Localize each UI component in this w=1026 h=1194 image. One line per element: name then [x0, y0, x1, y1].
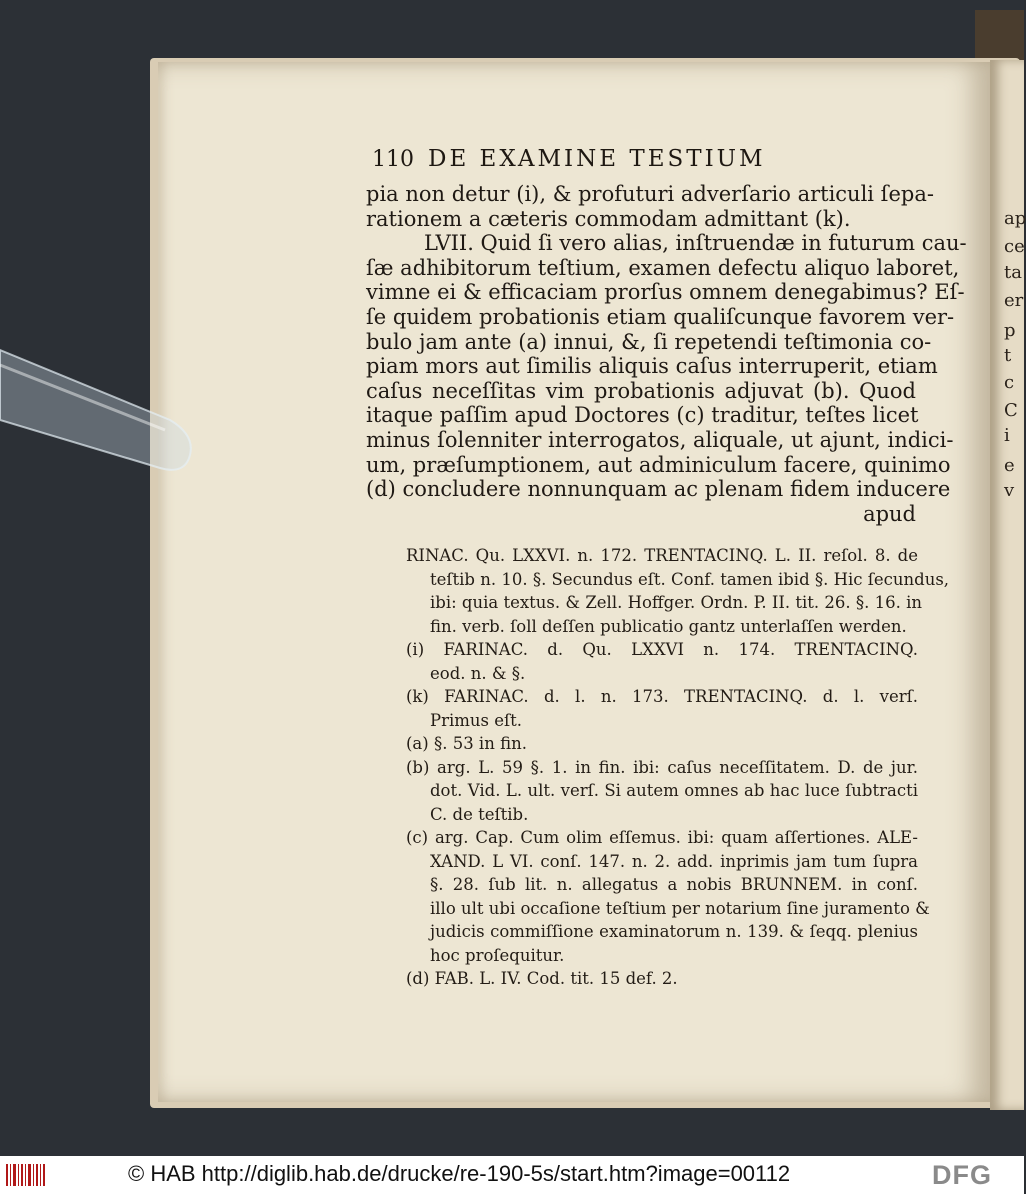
text-line: rationem a cæteris commodam admittant (k).	[366, 206, 851, 231]
text-line: um, præſumptionem, aut adminiculum facere, quinimo	[366, 452, 951, 477]
footnote-line: judicis commiſſione examinatorum n. 139. & ſeqq. plenius	[430, 922, 918, 941]
copyright-link[interactable]: © HAB http://diglib.hab.de/drucke/re-190-5s/start.htm?image=00112	[128, 1161, 791, 1186]
text-line: caſus neceſſitas vim probationis adjuvat (b). Quod	[366, 378, 916, 403]
torn-paper-corner	[975, 10, 1024, 60]
page-title: DE EXAMINE TESTIUM	[428, 146, 766, 172]
facing-page-fragment: C	[1004, 400, 1018, 421]
facing-page-fragment: ta	[1004, 262, 1022, 283]
footnote-line: C. de teſtib.	[430, 804, 529, 824]
facing-page-fragment: ap	[1004, 208, 1026, 229]
facing-page-fragment: p	[1004, 320, 1016, 341]
footnote-line: illo ult ubi occaſione teſtium per notarium ſine juramento &	[430, 898, 930, 918]
footnote-line: (k) FARINAC. d. l. n. 173. TRENTACINQ. d. l. verſ.	[406, 687, 918, 706]
footnote-continuation: RINAC. Qu. LXXVI. n. 172. TRENTACINQ. L. II. reſol. 8. de	[406, 546, 918, 565]
page-number: 110	[372, 147, 414, 172]
facing-page-fragment: c	[1004, 372, 1015, 393]
footer-bar	[0, 1156, 1024, 1194]
footnote-line: dot. Vid. L. ult. verſ. Si autem omnes ab hac luce ſubtracti	[430, 781, 918, 800]
footnote-line: §. 28. ſub lit. n. allegatus a nobis BRUNNEM. in conſ.	[430, 875, 918, 894]
running-head	[372, 146, 792, 172]
text-line: LVII. Quid ſi vero alias, inſtruendæ in futurum cau-	[424, 231, 967, 256]
facing-page-fragment: er	[1004, 290, 1024, 311]
text-line: pia non detur (i), & profuturi adverſario articuli ſepa-	[366, 182, 934, 206]
text-line: piam mors aut ſimilis aliquis caſus interruperit, etiam	[366, 354, 938, 379]
footnote-line: (b) arg. L. 59 §. 1. in fin. ibi: caſus neceſſitatem. D. de jur.	[406, 757, 918, 777]
footnote-line: eod. n. & §.	[430, 663, 526, 683]
footnote-line: XAND. L VI. conſ. 147. n. 2. add. inprimis jam tum ſupra	[430, 851, 918, 871]
footnote-line: (i) FARINAC. d. Qu. LXXVI n. 174. TRENTACINQ.	[406, 640, 918, 659]
footnote-line: hoc proſequitur.	[430, 945, 565, 965]
text-line: apud	[863, 501, 916, 526]
text-line: bulo jam ante (a) innui, &, ſi repetendi teſtimonia co-	[366, 329, 932, 354]
facing-page	[990, 60, 1024, 1110]
footnote-line: (d) FAB. L. IV. Cod. tit. 15 def. 2.	[406, 969, 678, 988]
text-line: minus ſolenniter interrogatos, aliquale, ut ajunt, indici-	[366, 427, 954, 452]
facing-page-fragment: e	[1004, 455, 1015, 476]
footnote-line: fin. verb. ſoll deſſen publicatio gantz unterlaſſen werden.	[430, 616, 907, 636]
facing-page-fragment: t	[1004, 345, 1012, 366]
facing-page-fragment: i	[1004, 425, 1010, 446]
barcode-icon	[6, 1162, 46, 1188]
text-line: ſe quidem probationis etiam qualiſcunque favorem ver-	[366, 304, 955, 329]
facing-page-fragment: ce	[1004, 236, 1025, 257]
footnote-line: teſtib n. 10. §. Secundus eſt. Conf. tamen ibid §. Hic ſecundus,	[430, 569, 950, 589]
text-line: itaque paſſim apud Doctores (c) traditur, teſtes licet	[366, 403, 919, 428]
text-line: vimne ei & efficaciam prorſus omnem denegabimus? Eſ-	[366, 280, 965, 305]
footnote-line: Primus eſt.	[430, 710, 522, 730]
footnote-line: (a) §. 53 in fin.	[406, 734, 527, 753]
footnotes	[406, 544, 950, 991]
dfg-logo: DFG	[932, 1160, 992, 1190]
facing-page-fragment: v	[1004, 480, 1015, 501]
footnote-line: (c) arg. Cap. Cum olim eſſemus. ibi: quam aſſertiones. ALE-	[406, 828, 918, 847]
footnote-line: ibi: quia textus. & Zell. Hoffger. Ordn. P. II. tit. 26. §. 16. in	[430, 593, 923, 612]
main-text	[366, 182, 967, 526]
text-line: (d) concludere nonnunquam ac plenam fidem inducere	[366, 477, 951, 502]
text-line: ſæ adhibitorum teſtium, examen defectu aliquo laboret,	[366, 255, 960, 280]
